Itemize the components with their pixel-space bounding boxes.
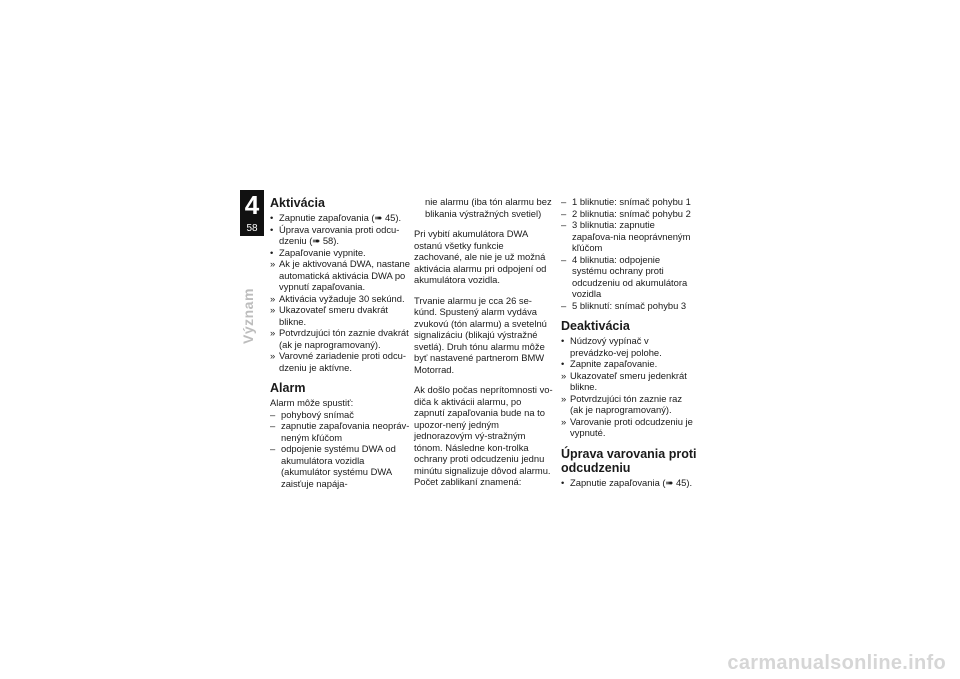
list-item: – 4 bliknutia: odpojenie systému ochrany proti odcudzeniu od akumulátora vozidla [561, 253, 688, 299]
list-item: • Zapnutie zapaľovania (➠ 45). [270, 212, 402, 223]
deactivation-heading: Deaktivácia [561, 319, 630, 333]
column-2 [414, 196, 554, 488]
list-item: » Ukazovateľ smeru dvakrát blikne. [270, 304, 389, 327]
list-item: » Ukazovateľ smeru jedenkrát blikne. [561, 369, 687, 392]
chapter-side-title: Význam [240, 288, 256, 344]
paragraph: Počet zablikaní znamená: [414, 476, 522, 487]
list-item: » Potvrdzujúci tón zaznie dvakrát (ak je naprogramovaný). [270, 327, 409, 350]
list-item: – 5 bliknutí: snímač pohybu 3 [561, 299, 687, 311]
activation-list [270, 212, 410, 373]
chapter-number: 4 [244, 190, 260, 220]
blink-list [561, 196, 697, 311]
column-3 [561, 196, 697, 488]
page-number: 58 [246, 223, 258, 234]
list-item: – 3 bliknutia: zapnutie zapaľova-nia neoprávneným kľúčom [561, 219, 691, 253]
list-item: » Varovanie proti odcudzeniu je vypnuté. [561, 415, 693, 438]
list-item: • Núdzový vypínač v prevádzko-vej polohe. [561, 335, 662, 358]
list-item: – odpojenie systému DWA od akumulátora vozidla (akumulátor systému DWA zaisťuje napája- [270, 443, 396, 489]
list-item: • Zapaľovanie vypnite. [270, 246, 366, 258]
paragraph: Trvanie alarmu je cca 26 se-kúnd. Spustený alarm vydáva zvukovú (tón alarmu) a svetelnú signalizáciu (blikajú výstražné svetlá). Druh tónu alarmu môže byť nastavené partnerom BMW Motorrad. [414, 294, 547, 375]
adjust-list [561, 477, 697, 489]
watermark: carmanualsonline.info [727, 652, 946, 674]
list-item: – pohybový snímač [270, 408, 354, 420]
list-item: » Potvrdzujúci tón zaznie raz (ak je naprogramovaný). [561, 392, 683, 415]
column-1 [270, 196, 410, 489]
list-item: » Ak je aktivovaná DWA, nastane automatická aktivácia DWA po vypnutí zapaľovania. [270, 258, 410, 292]
alarm-heading: Alarm [270, 381, 306, 395]
adjust-heading: Úprava varovania proti odcudzeniu [561, 446, 697, 475]
list-item: • Zapnite zapaľovanie. [561, 358, 658, 369]
alarm-intro: Alarm môže spustiť: [270, 397, 354, 408]
list-item: • Zapnutie zapaľovania (➠ 45). [561, 476, 693, 488]
paragraph: Ak došlo počas neprítomnosti vo-diča k aktivácii alarmu, po zapnutí zapaľovania bude na to upozor-nený jedným jednorazovým vý-stražným tónom. Následne kon-trolka ochrany proti odcudzeniu jednu minútu signalizuje dôvod alarmu. [414, 384, 553, 476]
list-item: • Úprava varovania proti odcu-dzeniu (➠ 58). [270, 223, 400, 246]
list-item: – 2 bliknutia: snímač pohybu 2 [561, 207, 691, 219]
activation-heading: Aktivácia [270, 196, 325, 210]
list-item: – zapnutie zapaľovania neopráv-neným kľúčom [270, 420, 410, 443]
alarm-continuation: nie alarmu (iba tón alarmu bez blikania výstražných svetiel) [425, 196, 552, 219]
deactivation-list [561, 335, 697, 439]
list-item: – 1 bliknutie: snímač pohybu 1 [561, 196, 691, 207]
list-item: » Varovné zariadenie proti odcu-dzeniu je aktívne. [270, 350, 406, 373]
paragraph: Pri vybití akumulátora DWA ostanú všetky funkcie zachované, ale nie je už možná aktivácia alarmu pri odpojení od akumulátora vozidla. [414, 228, 547, 285]
alarm-trigger-list [270, 409, 410, 490]
list-item: » Aktivácia vyžaduje 30 sekúnd. [270, 292, 405, 304]
